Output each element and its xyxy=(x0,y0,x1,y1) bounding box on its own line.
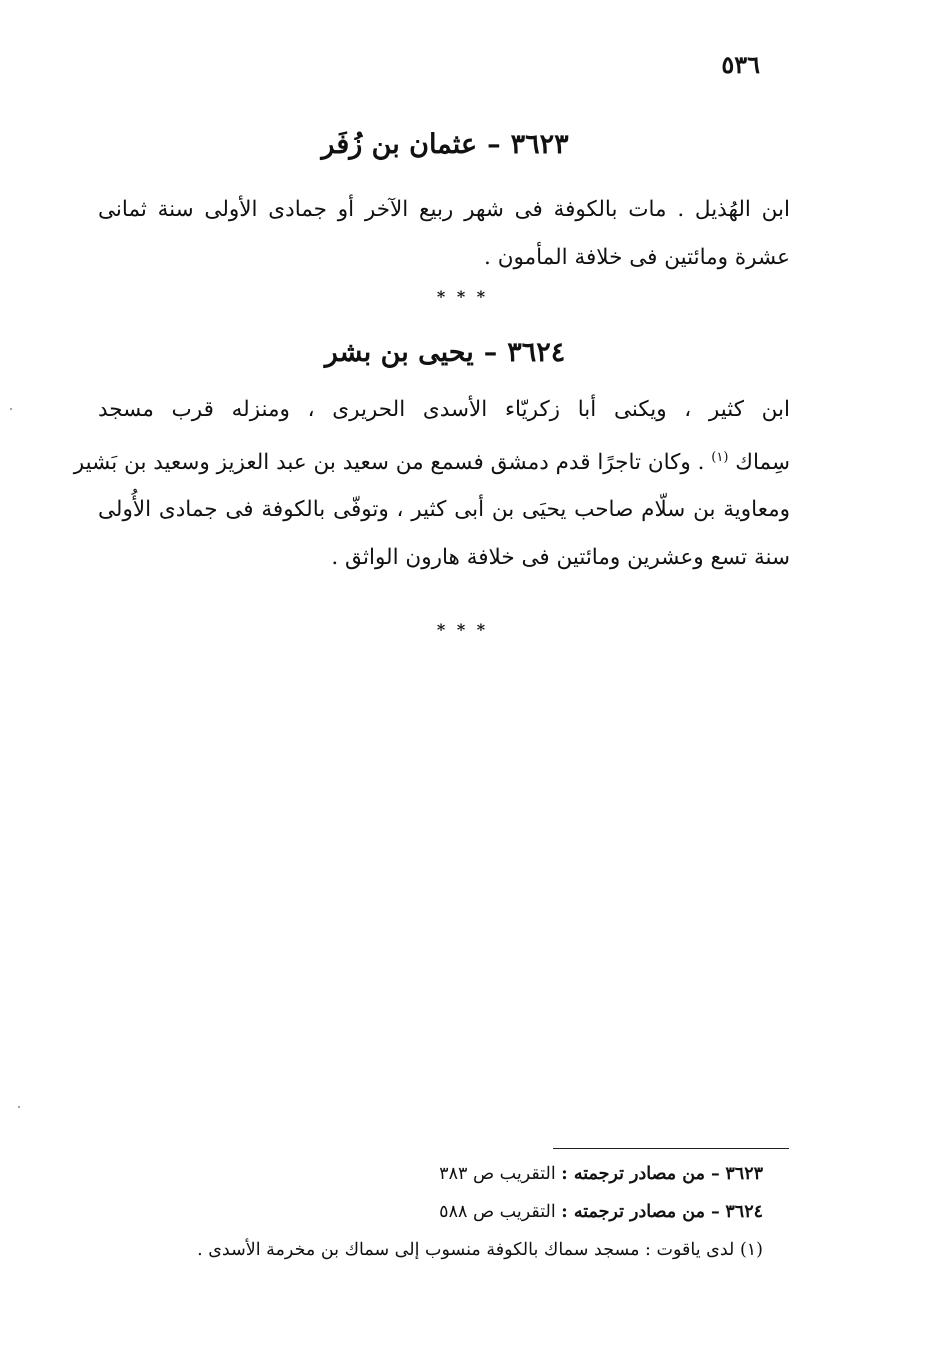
footnote-number: ٣٦٢٣ xyxy=(725,1164,763,1184)
footnote-reference: (١) xyxy=(711,449,729,465)
text-line-with-footnote xyxy=(73,434,790,487)
text-line: ابن كثير ، ويكنى أبا زكريّاء الأسدى الحريرى ، ومنزله قرب مسجد xyxy=(98,397,790,422)
text-fragment: . وكان تاجرًا قدم دمشق فسمع من سعيد بن عبد العزيز وسعيد بن بَشير xyxy=(73,449,705,475)
footnote xyxy=(439,1198,763,1226)
entry-text xyxy=(73,386,790,581)
footnote xyxy=(197,1236,763,1264)
section-separator: * * * xyxy=(436,287,489,306)
footnote-text: التقريب ص ٥٨٨ xyxy=(439,1202,556,1222)
scan-speck xyxy=(10,408,12,410)
footnote-number: ٣٦٢٤ xyxy=(725,1202,763,1222)
footnote-text: التقريب ص ٣٨٣ xyxy=(439,1164,556,1184)
footnote-number: (١) xyxy=(739,1240,763,1260)
page-number: ٥٣٦ xyxy=(721,50,760,79)
text-line: عشرة ومائتين فى خلافة المأمون . xyxy=(484,244,790,270)
entry-number: ٣٦٢٤ xyxy=(507,337,566,368)
footnote-divider xyxy=(553,1148,789,1149)
entry-number: ٣٦٢٣ xyxy=(510,129,569,160)
entry-heading xyxy=(100,333,790,373)
footnote-label: – من مصادر ترجمته : xyxy=(561,1164,720,1184)
text-fragment: سِماك xyxy=(735,449,790,475)
footnote-text: لدى ياقوت : مسجد سماك بالكوفة منسوب إلى سماك بن مخرمة الأسدى . xyxy=(197,1240,735,1260)
entry-dash: – xyxy=(487,129,501,160)
entry-dash: – xyxy=(483,337,498,368)
entry-name: يحيى بن بشر xyxy=(324,337,474,368)
text-line: سنة تسع وعشرين ومائتين فى خلافة هارون الواثق . xyxy=(331,544,790,570)
entry-name: عثمان بن زُفَر xyxy=(321,129,478,160)
scan-speck xyxy=(18,1106,20,1108)
entry-text xyxy=(98,186,790,281)
entry-heading xyxy=(100,125,790,165)
footnote xyxy=(439,1160,763,1188)
text-line: ابن الهُذيل . مات بالكوفة فى شهر ربيع الآخر أو جمادى الأولى سنة ثمانى xyxy=(98,197,790,222)
footnote-label: – من مصادر ترجمته : xyxy=(561,1202,720,1222)
section-separator: * * * xyxy=(436,620,489,639)
text-line: ومعاوية بن سلّام صاحب يحيَى بن أبى كثير ، وتوفّى بالكوفة فى جمادى الأُولى xyxy=(98,497,790,522)
